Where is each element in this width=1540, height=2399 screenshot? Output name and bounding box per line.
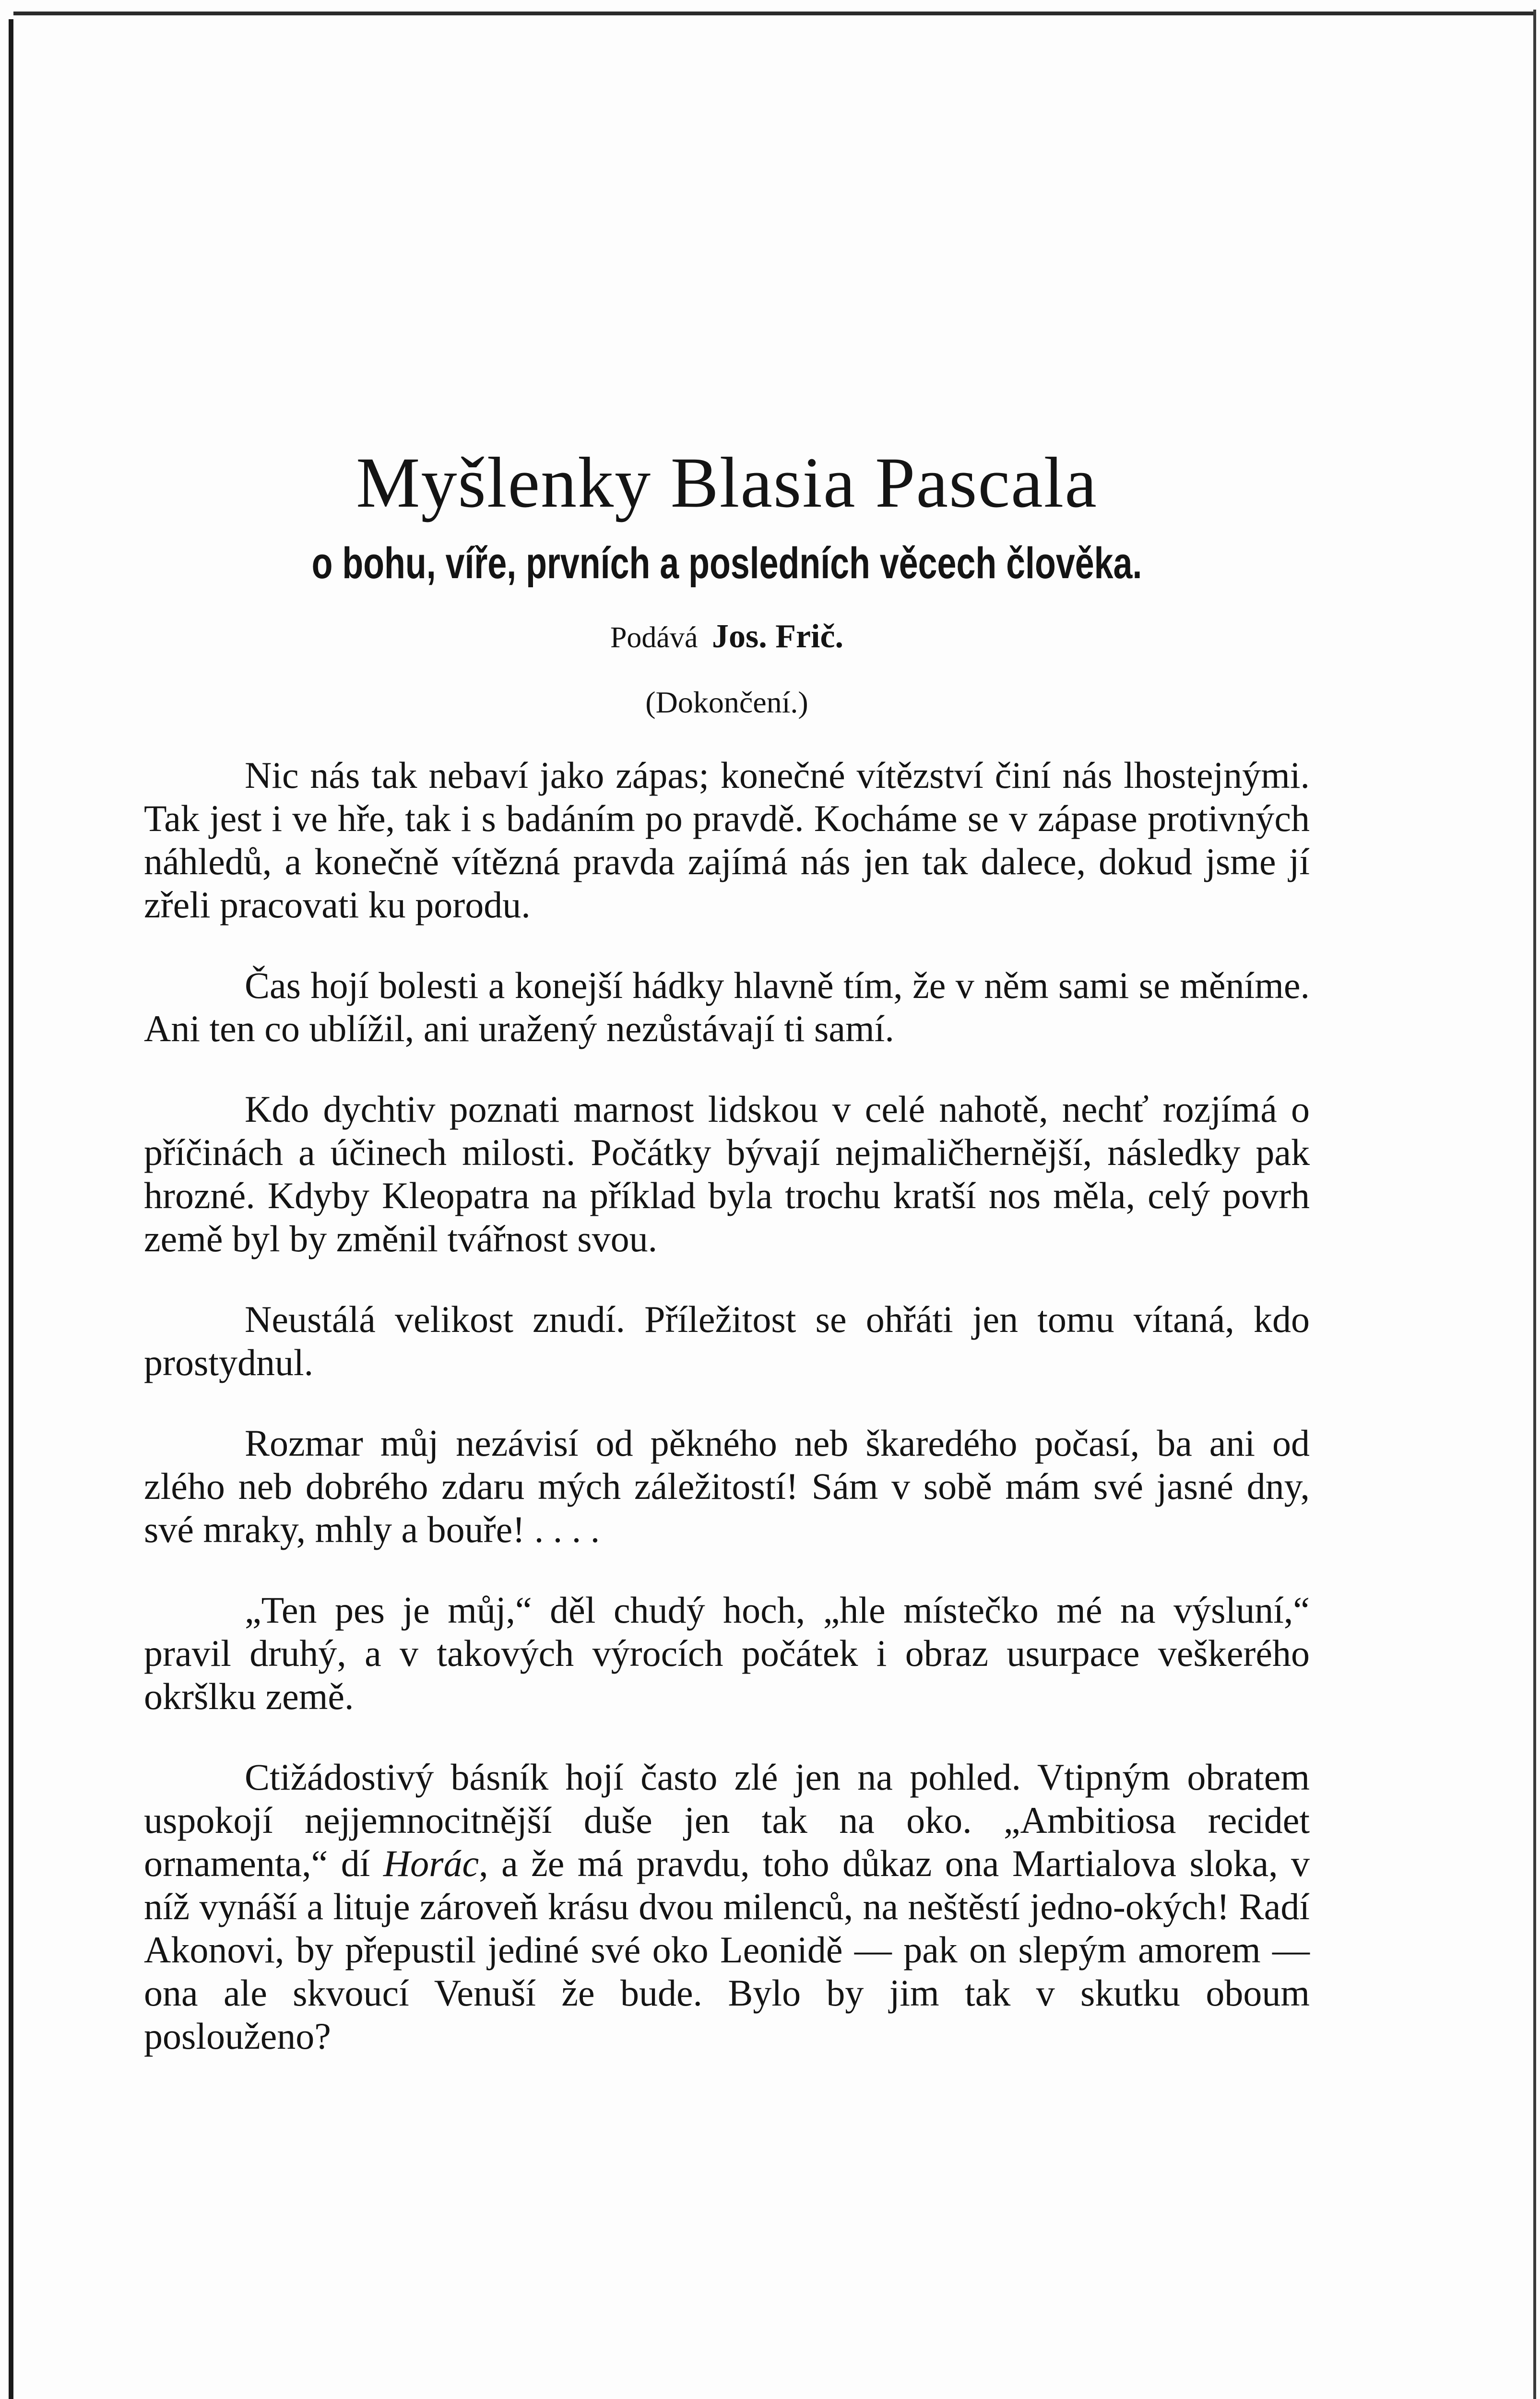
byline-prefix: Podává	[610, 621, 698, 654]
article-subtitle: o bohu, víře, prvních a posledních věcech člověka.	[311, 539, 1142, 588]
paragraph: Neustálá velikost znudí. Příležitost se ohřáti jen tomu vítaná, kdo prostydnul.	[144, 1298, 1310, 1383]
paragraph-text: Ctižádostivý básník hojí často zlé jen na pohled. Vtipným obratem uspokojí nejjemnocitnější duše jen tak na oko. „Ambitiosa recidet ornamenta,“ dí	[144, 1756, 1310, 1884]
paragraph-text: , a že má pravdu, toho důkaz ona Martialova sloka, v níž vynáší a lituje zároveň krásu dvou milenců, na neštěstí jedno-okých! Radí Akonovi, by přepustil jediné své oko Leonidě — pak on slepým amorem — ona ale skvoucí Venuší že bude. Bylo by jim tak v skutku oboum poslouženo?	[144, 1842, 1310, 2057]
paragraph: Nic nás tak nebaví jako zápas; konečné vítězství činí nás lhostejnými. Tak jest i ve hře, tak i s badáním po pravdě. Kocháme se v zápase protivných náhledů, a konečně vítězná pravda zajímá nás jen tak dalece, dokud jsme jí zřeli pracovati ku porodu.	[144, 754, 1310, 926]
article	[144, 441, 1310, 2095]
byline	[144, 618, 1310, 656]
article-title: Myšlenky Blasia Pascala	[356, 443, 1098, 523]
continuation-note: (Dokončení.)	[645, 685, 808, 719]
scan-border-left	[9, 19, 13, 2399]
author-name: Jos. Frič.	[711, 618, 844, 655]
paragraph: Kdo dychtiv poznati marnost lidskou v celé nahotě, nechť rozjímá o příčinách a účinech milosti. Počátky bývají nejmaličhernější, následky pak hrozné. Kdyby Kleopatra na příklad byla trochu kratší nos měla, celý povrh země byl by změnil tvářnost svou.	[144, 1088, 1310, 1259]
scan-border-top	[13, 12, 1534, 15]
paragraph: „Ten pes je můj,“ děl chudý hoch, „hle místečko mé na výsluní,“ pravil druhý, a v takových výrocích počátek i obraz usurpace veškerého okršlku země.	[144, 1589, 1310, 1717]
quoted-author: Horác	[383, 1842, 479, 1884]
paragraph-last	[144, 1756, 1310, 2058]
scan-border-right	[1533, 10, 1536, 2399]
paragraph: Čas hojí bolesti a konejší hádky hlavně tím, že v něm sami se měníme. Ani ten co ublížil, ani uražený nezůstávají ti samí.	[144, 964, 1310, 1049]
paragraph: Rozmar můj nezávisí od pěkného neb škaredého počasí, ba ani od zlého neb dobrého zdaru mých záležitostí! Sám v sobě mám své jasné dny, své mraky, mhly a bouře! . . . .	[144, 1422, 1310, 1550]
